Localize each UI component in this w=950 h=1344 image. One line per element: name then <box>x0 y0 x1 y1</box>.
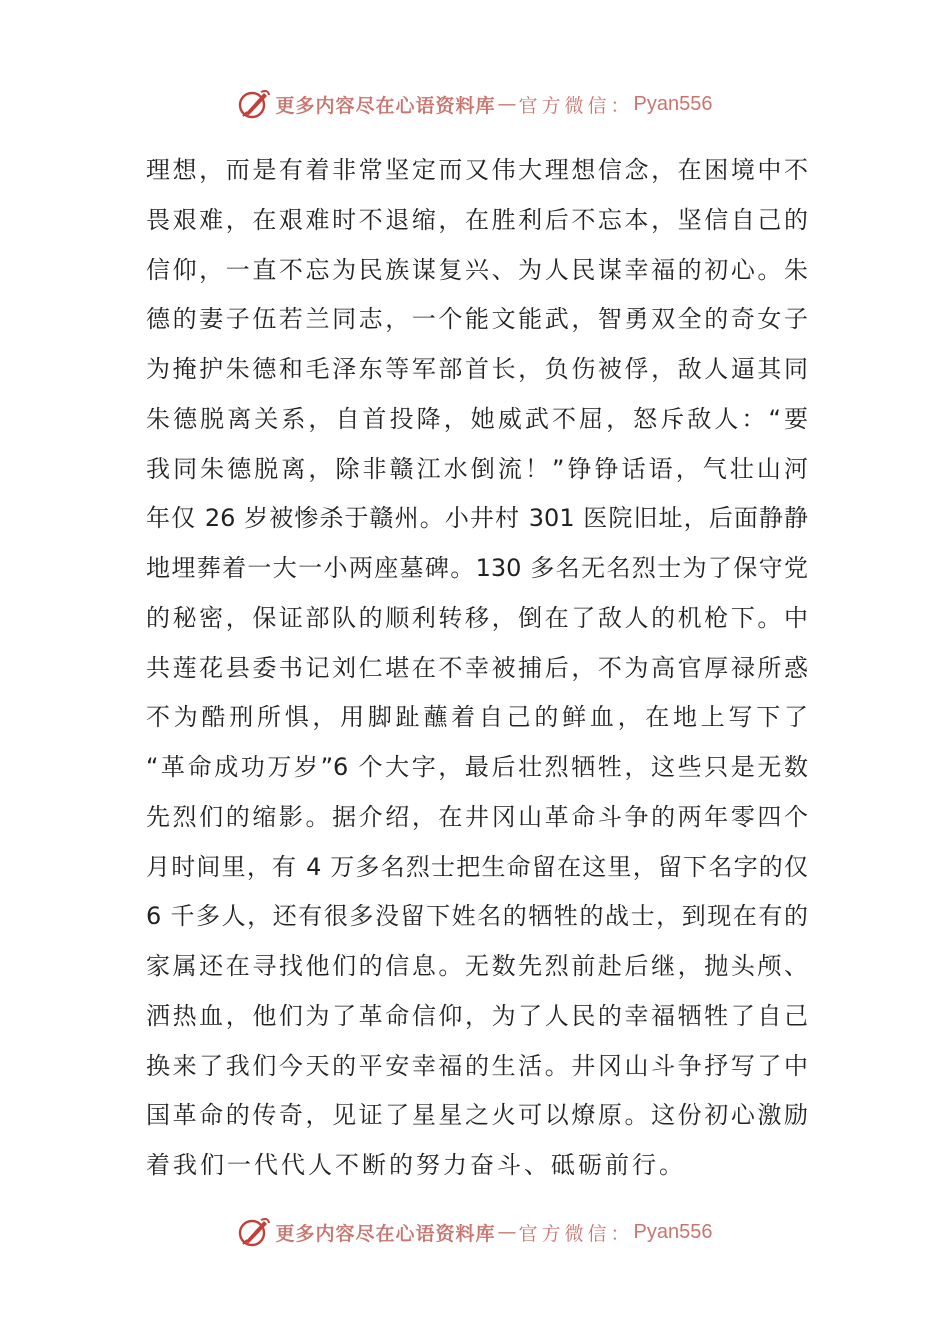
banner-dash: — <box>497 93 517 115</box>
paragraph-line: 洒热血，他们为了革命信仰，为了人民的幸福牺牲了自己 <box>146 1001 808 1030</box>
banner-site-text: 更多内容尽在心语资料库 <box>275 94 496 117</box>
paragraph-line: 国革命的传奇，见证了星星之火可以燎原。这份初心激励 <box>146 1101 808 1130</box>
paragraph-line: 家属还在寻找他们的信息。无数先烈前赴后继，抛头颅、 <box>146 952 808 980</box>
document-paragraph <box>146 146 808 1191</box>
paragraph-line: 地埋葬着一大一小两座墓碑。130 多名无名烈士为了保守党 <box>146 554 808 582</box>
paragraph-line: 月时间里，有 4 万多名烈士把生命留在这里，留下名字的仅 <box>146 852 808 881</box>
paragraph-line: 畏艰难，在艰难时不退缩，在胜利后不忘本，坚信自己的 <box>146 205 808 234</box>
paragraph-line: 信仰，一直不忘为民族谋复兴、为人民谋幸福的初心。朱 <box>146 255 808 284</box>
paragraph-line: 理想，而是有着非常坚定而又伟大理想信念，在困境中不 <box>146 156 808 184</box>
banner-site-text: 更多内容尽在心语资料库 <box>275 1222 496 1245</box>
paragraph-line: 德的妻子伍若兰同志，一个能文能武，智勇双全的奇女子 <box>146 305 808 334</box>
banner-separator: ： <box>610 1222 630 1245</box>
paragraph-line: 朱德脱离关系，自首投降，她威武不屈，怒斥敌人：“要 <box>146 404 808 433</box>
paragraph-line: 换来了我们今天的平安幸福的生活。井冈山斗争抒写了中 <box>146 1051 808 1080</box>
paragraph-line: 年仅 26 岁被惨杀于赣州。小井村 301 医院旧址，后面静静 <box>146 504 808 533</box>
paragraph-line: 的秘密，保证部队的顺利转移，倒在了敌人的机枪下。中 <box>146 603 808 632</box>
paragraph-line: 6 千多人，还有很多没留下姓名的牺牲的战士，到现在有的 <box>146 902 808 931</box>
paragraph-line: “革命成功万岁”6 个大字，最后壮烈牺牲，这些只是无数 <box>146 753 808 781</box>
footer-banner <box>0 1212 950 1252</box>
quill-pen-logo-icon <box>237 87 271 121</box>
paragraph-line: 为掩护朱德和毛泽东等军部首长，负伤被俘，敌人逼其同 <box>146 355 808 383</box>
banner-wechat-account: Pyan556 <box>633 1220 713 1243</box>
banner-dash: — <box>497 1221 517 1243</box>
paragraph-line: 我同朱德脱离，除非赣江水倒流！”铮铮话语，气壮山河 <box>146 454 808 483</box>
quill-pen-logo-icon <box>237 1215 271 1249</box>
banner-wechat-label: 官方微信 <box>518 1222 611 1245</box>
paragraph-line: 不为酷刑所惧，用脚趾蘸着自己的鲜血，在地上写下了 <box>146 703 808 732</box>
paragraph-line-last: 着我们一代代人不断的努力奋斗、砥砺前行。 <box>146 1151 686 1179</box>
banner-separator: ： <box>610 94 630 117</box>
paragraph-line: 共莲花县委书记刘仁堪在不幸被捕后，不为高官厚禄所惑 <box>146 653 808 682</box>
header-banner <box>0 84 950 124</box>
banner-wechat-account: Pyan556 <box>633 92 713 115</box>
banner-wechat-label: 官方微信 <box>518 94 611 117</box>
paragraph-line: 先烈们的缩影。据介绍，在井冈山革命斗争的两年零四个 <box>146 802 808 831</box>
